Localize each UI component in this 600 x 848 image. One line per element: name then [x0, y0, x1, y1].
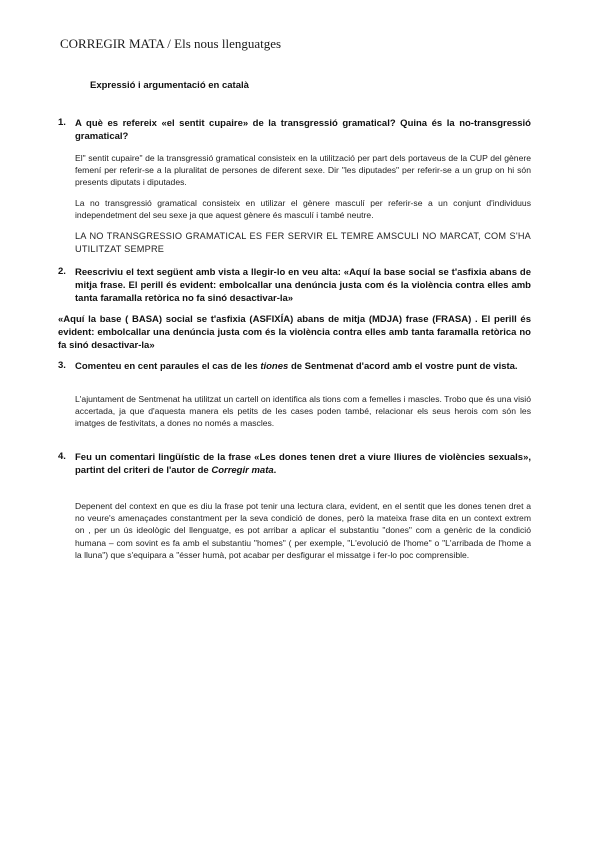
question-1-number: 1. [58, 117, 66, 128]
question-1-text: A què es refereix «el sentit cupaire» de la transgressió gramatical? Quina és la no-transgressió gramatical? [75, 118, 531, 142]
question-1-answer-2: La no transgressió gramatical consisteix en utilizar el gènere masculí per referir-se a un conjunt d'individuus independetment del seu sexe ja que aquest gènere és masculí i també neutre. [75, 198, 531, 220]
question-2-answer: «Aquí la base ( BASA) social se t'asfixia (ASFIXÍA) abans de mitja (MDJA) frase (FRASA) . El perill és evident: embolcallar una denúncia justa com és la violència contra elles amb tanta faramalla retòrica no fa sinó desactivar-la» [58, 314, 531, 351]
question-4-answer: Depenent del context en que es diu la frase pot tenir una lectura clara, evident, en el sentit que les dones tenen dret a no veure's amenaçades constantment per la seva condició de dones, però la mateixa frase dita en un context extrem on , per un ús ideològic del llenguatge, es pot arribar a aplicar el substantiu "dones" com a genèric de la condició humana – com sovint es fa amb el substantiu "homes" ( per exemple, "L'evolució de l'home" o "L'arribada de l'home a la lluna") que s'equipara a "ésser humà, pot acabar per desfigurar el missatge i fer-lo poc comprensible. [75, 501, 531, 560]
question-4-text: Feu un comentari lingüístic de la frase «Les dones tenen dret a viure lliures de violències sexuals», partint del criteri de l'autor de Corregir mata. [75, 452, 531, 476]
question-3-number: 3. [58, 360, 66, 371]
question-4-number: 4. [58, 451, 66, 462]
page-header: CORREGIR MATA / Els nous llenguatges [60, 36, 282, 51]
question-1-answer-3: LA NO TRANSGRESSIO GRAMATICAL ES FER SERVIR EL TEMRE AMSCULI NO MARCAT, COM S'HA UTILITZAT SEMPRE [75, 231, 531, 254]
question-3-answer: L'ajuntament de Sentmenat ha utilitzat un cartell on identifica als tions com a femelles i mascles. Trobo que és una visió accertada, ja que d'aquesta manera els petits de les cases poden també, relacionar els seus herois com són les imatges de festivitats, a dones no només a mascles. [75, 394, 531, 428]
question-1-answer-1: El" sentit cupaire" de la transgressió gramatical consisteix en la utilització per part dels portaveus de la CUP del gènere femení per referir-se a la pluralitat de persones de diferent sexe. Dir "les diputades" per referir-se a un grup on hi són presents diputats i diputades. [75, 153, 531, 187]
question-2-text: Reescriviu el text següent amb vista a llegir-lo en veu alta: «Aquí la base social se t'asfixia abans de mitja frase. El perill és evident: embolcallar una denúncia justa com és la violència contra elles amb tanta faramalla retòrica no fa sinó desactivar-la» [75, 267, 531, 304]
question-2-number: 2. [58, 266, 66, 277]
question-3-text: Comenteu en cent paraules el cas de les tiones de Sentmenat d'acord amb el vostre punt de vista. [75, 361, 518, 372]
page-subtitle: Expressió i argumentació en català [90, 80, 249, 91]
